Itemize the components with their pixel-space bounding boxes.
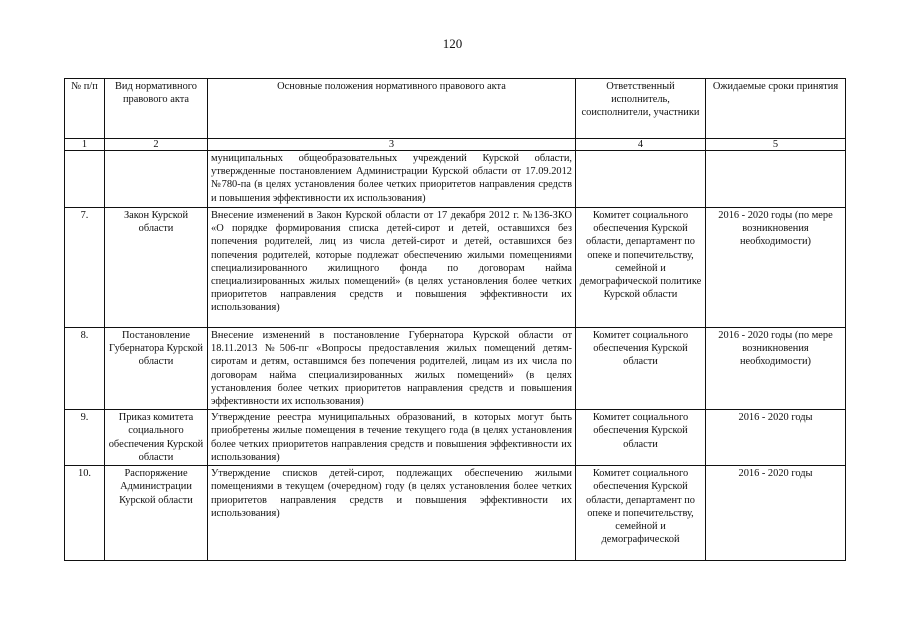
row-number: 8. xyxy=(65,328,105,410)
column-index: 2 xyxy=(105,139,208,151)
header-provisions: Основные положения нормативного правового акта xyxy=(208,79,576,139)
act-type: Приказ комитета социального обеспечения Курской области xyxy=(105,410,208,466)
act-type: Распоряжение Администрации Курской области xyxy=(105,466,208,561)
page-number: 120 xyxy=(442,36,463,51)
column-index: 5 xyxy=(706,139,846,151)
table-row xyxy=(65,328,846,410)
legal-acts-table xyxy=(64,78,846,561)
column-index: 4 xyxy=(576,139,706,151)
responsible: Комитет социального обеспечения Курской области xyxy=(576,328,706,410)
expected-dates: 2016 - 2020 годы (по мере возникновения необходимости) xyxy=(706,208,846,328)
responsible: Комитет социального обеспечения Курской области, департамент по опеке и попечительству, семейной и демографической xyxy=(576,466,706,561)
column-index-row xyxy=(65,139,846,151)
act-provisions: муниципальных общеобразовательных учреждений Курской области, утвержденные постановлением Администрации Курской области от 17.09.2012 №780-па (в целях установления более четких приоритетов направления средств и повышения эффективности их использования) xyxy=(208,151,576,208)
responsible xyxy=(576,151,706,208)
expected-dates xyxy=(706,151,846,208)
table-row xyxy=(65,410,846,466)
act-type: Закон Курской области xyxy=(105,208,208,328)
responsible: Комитет социального обеспечения Курской области xyxy=(576,410,706,466)
act-provisions: Внесение изменений в Закон Курской области от 17 декабря 2012 г. №136-ЗКО «О порядке формирования списка детей-сирот и детей, оставшихся без попечения родителей, лиц из числа детей-сирот и детей, оставшихся без попечения родителей, которые подлежат обеспечению жилыми помещениями специализированного жилищного фонда по договорам найма специализированных жилых помещений» (в целях установления более четких приоритетов направления средств и повышения эффективности их использования) xyxy=(208,208,576,328)
column-index: 3 xyxy=(208,139,576,151)
act-type xyxy=(105,151,208,208)
expected-dates: 2016 - 2020 годы (по мере возникновения необходимости) xyxy=(706,328,846,410)
row-number: 7. xyxy=(65,208,105,328)
act-provisions: Утверждение списков детей-сирот, подлежащих обеспечению жилыми помещениями в текущем (очередном) году (в целях установления более четких приоритетов направления средств и повышения эффективности их использования) xyxy=(208,466,576,561)
table-row xyxy=(65,151,846,208)
act-provisions: Утверждение реестра муниципальных образований, в которых могут быть приобретены жилые помещения в течение текущего года (в целях установления более четких приоритетов направления средств и повышения эффективности их использования) xyxy=(208,410,576,466)
header-responsible: Ответственный исполнитель, соисполнители, участники xyxy=(576,79,706,139)
act-provisions: Внесение изменений в постановление Губернатора Курской области от 18.11.2013 №506-пг «Вопросы предоставления жилых помещений детям-сиротам и детям, оставшимся без попечения родителей, лицам из их числа по договорам найма специализированных жилых помещений» (в целях установления более четких приоритетов направления средств и повышения эффективности их использования) xyxy=(208,328,576,410)
row-number xyxy=(65,151,105,208)
table-row xyxy=(65,208,846,328)
row-number: 9. xyxy=(65,410,105,466)
expected-dates: 2016 - 2020 годы xyxy=(706,410,846,466)
row-number: 10. xyxy=(65,466,105,561)
table-row xyxy=(65,466,846,561)
column-index: 1 xyxy=(65,139,105,151)
responsible: Комитет социального обеспечения Курской области, департамент по опеке и попечительству, семейной и демографической политике Курской области xyxy=(576,208,706,328)
header-act-type: Вид нормативного правового акта xyxy=(105,79,208,139)
expected-dates: 2016 - 2020 годы xyxy=(706,466,846,561)
header-num: № п/п xyxy=(65,79,105,139)
header-dates: Ожидаемые сроки принятия xyxy=(706,79,846,139)
header-row xyxy=(65,79,846,139)
act-type: Постановление Губернатора Курской области xyxy=(105,328,208,410)
